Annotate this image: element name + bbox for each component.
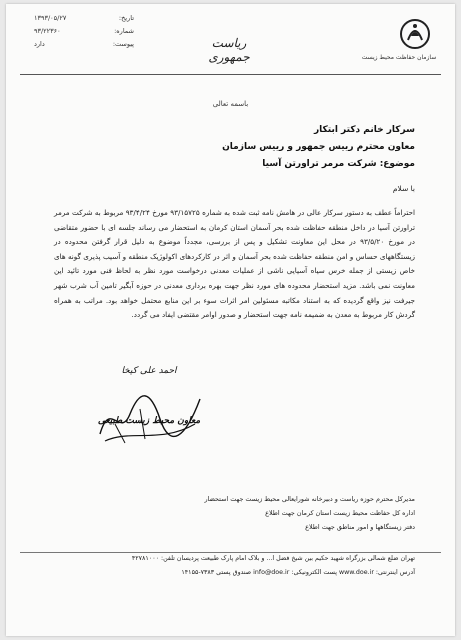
letter-meta — [34, 12, 134, 51]
number-label: شماره: — [114, 27, 134, 35]
letter-body: احتراماً عطف به دستور سرکار عالی در هامش نامه ثبت شده به شماره ۹۳/۱۵۷۲۵ مورخ ۹۳/۴/۲۴ مربوط به شرکت مرمر تراورتن آسیا در داخل منطقه حفاظت شده بحر آسمان استان کرمان به استحضار می رساند جلسه ای با حضور متقاضی در مورخ ۹۳/۵/۲۰ در محل این معاونت تشکیل و پس از بررسی، مجدداً موضوع به دلیل قرار گرفتن محدوده در زیستگاههای حساس و امن منطقه حفاظت شده بحر آسمان و اثر در کارکردهای اکولوژیک منطقه و آسیب پذیری گونه های خاص زیستی از جمله خرس سیاه آسیایی ناشی از عملیات معدنی درخواست مورد نظر به لحاظ فنی مورد تائید این معاونت نمی باشد. مزید استحضار محدوده های مورد نظر جهت بهره برداری معدنی در حوزه آبگیر تامین آب شرب شهر جیرفت نیز واقع گردیده که به استناد مکاتبه مسئولین امر اثرات سوء بر این منابع محتمل خواهد بود. مراتب به همراه گردش کار مربوط به معدن به ضمیمه نامه جهت استحضار و صدور اوامر مقتضی ایفاد می گردد. — [54, 208, 415, 320]
number-value: ۹۳/۲۲۳۶۰ — [34, 27, 61, 35]
greeting: با سلام — [392, 184, 415, 193]
signature-name: احمد علی کیخا — [121, 366, 177, 376]
footer-address: تهران ضلع شمالی بزرگراه شهید حکیم بین شیخ فضل ا... و بلاک امام پارک طبیعت پردیسان تلفن: ۴۲۷۸۱۰۰۰ — [131, 555, 415, 562]
basmala: باسمه تعالی — [212, 100, 249, 108]
letter-subject: موضوع: شرکت مرمر تراورتن آسیا — [262, 159, 415, 169]
attachment-row — [34, 38, 134, 51]
carbon-copy-list — [85, 492, 415, 534]
letter-footer — [26, 552, 415, 580]
attachment-value: دارد — [34, 40, 45, 48]
cc-item: مدیرکل محترم حوزه ریاست و دبیرخانه شورایعالی محیط زیست جهت استحضار — [204, 495, 415, 503]
handwritten-signature-icon — [90, 379, 210, 449]
recipient-name: سرکار خانم دکتر ابتکار — [313, 125, 415, 135]
recipient-title: معاون محترم رییس جمهور و رییس سازمان — [222, 142, 415, 152]
header-divider — [20, 74, 441, 75]
number-row — [34, 25, 134, 38]
signature-role: معاون محیط زیست طبیعی — [97, 416, 201, 426]
cc-item: اداره کل حفاظت محیط زیست استان کرمان جهت اطلاع — [265, 509, 415, 517]
recipient-block — [35, 122, 415, 173]
date-value: ۱۳۹۳/۰۵/۲۷ — [34, 14, 67, 22]
attachment-label: پیوست: — [112, 40, 134, 48]
date-row — [34, 12, 134, 25]
letterhead-title: ریاست جمهوری — [208, 36, 250, 64]
cc-item: دفتر زیستگاهها و امور مناطق جهت اطلاع — [305, 523, 415, 531]
footer-contact: آدرس اینترنتی: www.doe.ir پست الکترونیکی: info@doe.ir صندوق پستی ۷۳۸۳-۱۴۱۵۵ — [181, 569, 415, 576]
organization-name: سازمان حفاظت محیط زیست — [361, 54, 437, 61]
date-label: تاریخ: — [118, 14, 134, 22]
letter-page — [6, 4, 455, 636]
